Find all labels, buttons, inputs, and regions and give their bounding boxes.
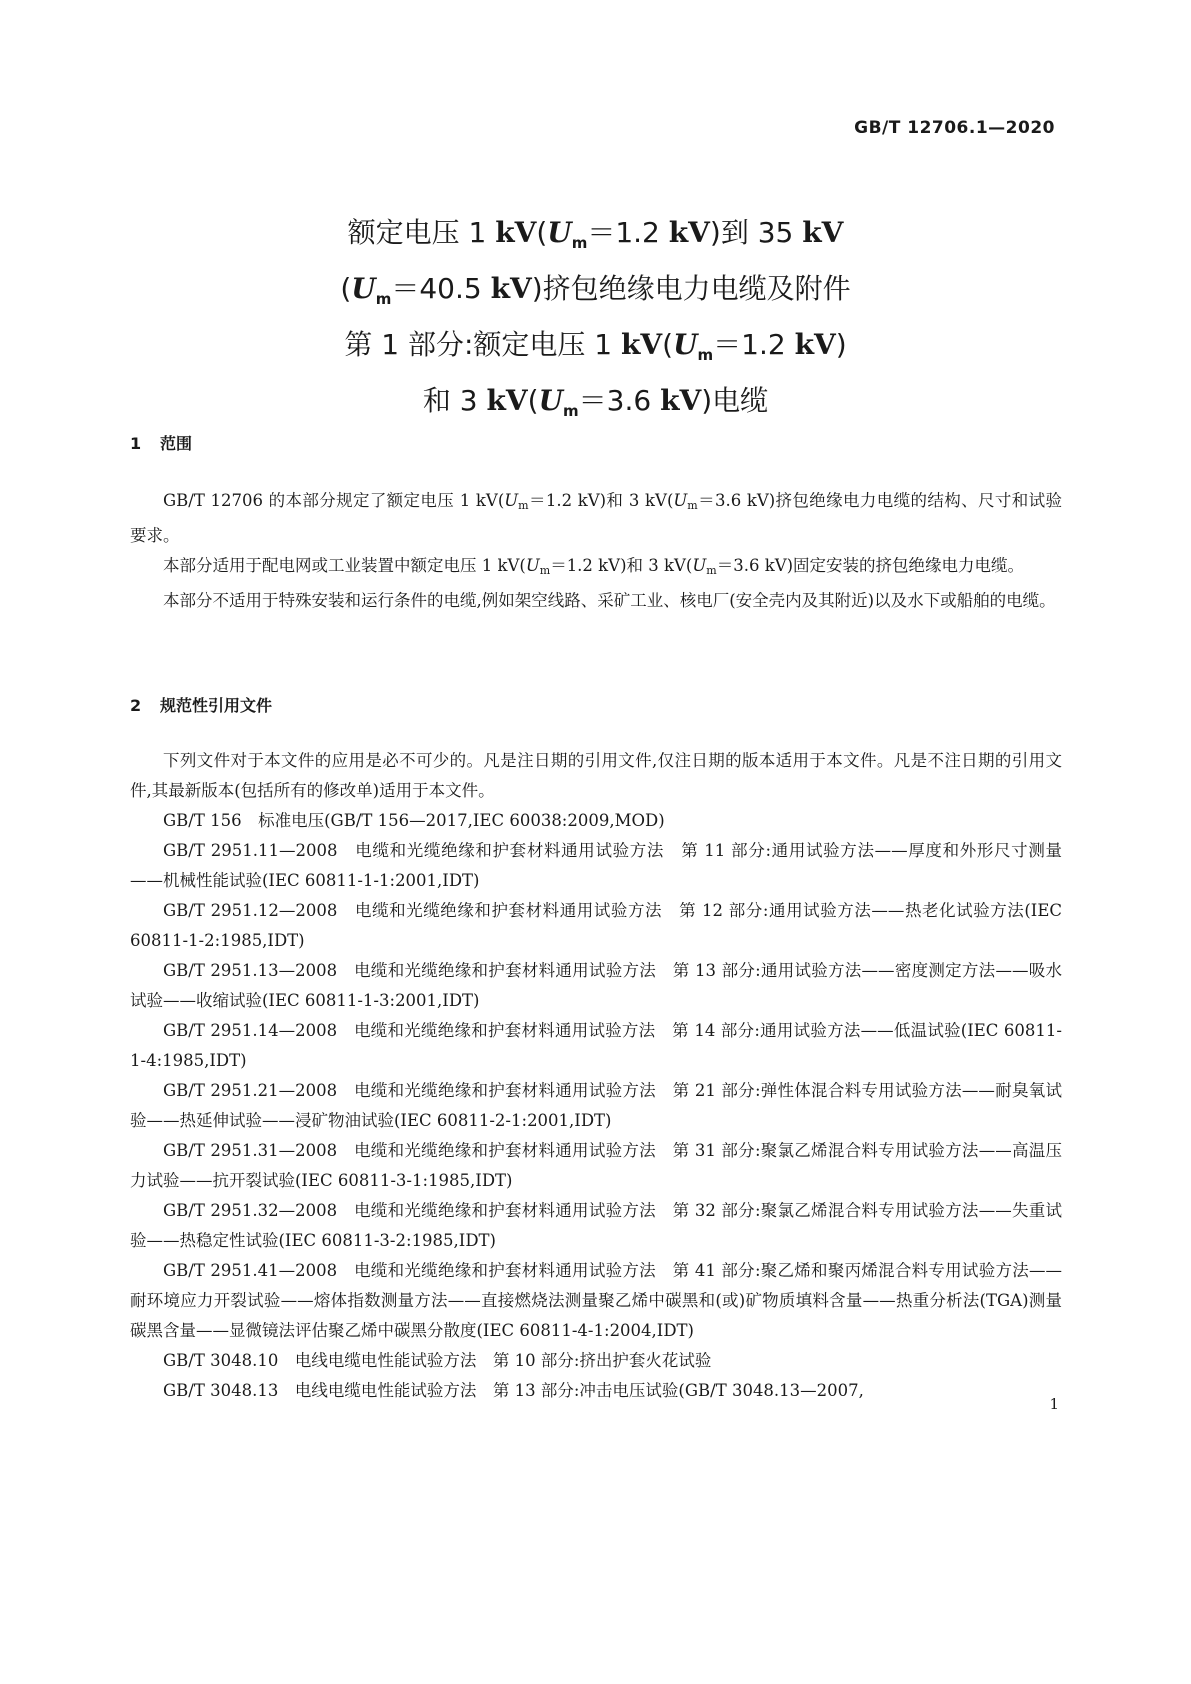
title-line-1: 额定电压 1 $kV(U_m=1.2$ kV)到 35 kV: [347, 216, 844, 252]
section-2-heading: [130, 693, 272, 716]
reference-item: GB/T 2951.13—2008 电缆和光缆绝缘和护套材料通用试验方法 第 13 部分:通用试验方法——密度测定方法——吸水试验——收缩试验(IEC 60811-1-3:2001,IDT): [130, 961, 1062, 1010]
title-line-3: 第 1 部分:额定电压 1 $kV(U_m=1.2$ kV): [344, 328, 847, 364]
scope-paragraph: 本部分不适用于特殊安装和运行条件的电缆,例如架空线路、采矿工业、核电厂(安全壳内及其附近)以及水下或船舶的电缆。: [163, 591, 1056, 610]
standard-code: GB/T 12706.1—2020: [854, 118, 1055, 138]
reference-item: GB/T 3048.13 电线电缆电性能试验方法 第 13 部分:冲击电压试验(GB/T 3048.13—2007,: [163, 1381, 864, 1400]
reference-item: GB/T 3048.10 电线电缆电性能试验方法 第 10 部分:挤出护套火花试验: [163, 1351, 712, 1370]
scope-paragraph: GB/T 12706 的本部分规定了额定电压 1 $kV(U_m=1.2$ kV)和 3 $kV(U_m=3.6$ kV)挤包绝缘电力电缆的结构、尺寸和试验要求。: [130, 491, 1062, 545]
section-1-body: [130, 486, 1062, 616]
reference-item: GB/T 2951.32—2008 电缆和光缆绝缘和护套材料通用试验方法 第 32 部分:聚氯乙烯混合料专用试验方法——失重试验——热稳定性试验(IEC 60811-3-2:1985,IDT): [130, 1201, 1062, 1250]
reference-item: GB/T 2951.11—2008 电缆和光缆绝缘和护套材料通用试验方法 第 11 部分:通用试验方法——厚度和外形尺寸测量——机械性能试验(IEC 60811-1-1:2001,IDT): [130, 841, 1062, 890]
scope-paragraph: 本部分适用于配电网或工业装置中额定电压 1 $kV(U_m=1.2$ kV)和 3 $kV(U_m=3.6$ kV)固定安装的挤包绝缘电力电缆。: [163, 556, 1025, 577]
section-title: 规范性引用文件: [160, 696, 273, 715]
title-line-2: ($U_m=40.5$ kV)挤包绝缘电力电缆及附件: [340, 272, 851, 308]
section-2-body: [130, 746, 1062, 1406]
reference-item: GB/T 2951.14—2008 电缆和光缆绝缘和护套材料通用试验方法 第 14 部分:通用试验方法——低温试验(IEC 60811-1-4:1985,IDT): [130, 1021, 1062, 1070]
page-number: 1: [1049, 1395, 1059, 1413]
section-number: 2: [130, 696, 142, 715]
reference-item: GB/T 2951.41—2008 电缆和光缆绝缘和护套材料通用试验方法 第 41 部分:聚乙烯和聚丙烯混合料专用试验方法——耐环境应力开裂试验——熔体指数测量方法——直接燃烧法测量聚乙烯中碳黑和(或)矿物质填料含量——热重分析法(TGA)测量碳黑含量——显微镜法评估聚乙烯中碳黑分散度(IEC 60811-4-1:2004,IDT): [130, 1261, 1062, 1340]
reference-item: GB/T 2951.31—2008 电缆和光缆绝缘和护套材料通用试验方法 第 31 部分:聚氯乙烯混合料专用试验方法——高温压力试验——抗开裂试验(IEC 60811-3-1:1985,IDT): [130, 1141, 1062, 1190]
title-line-4: 和 3 $kV(U_m=3.6$ kV)电缆: [422, 384, 769, 420]
section-number: 1: [130, 434, 142, 453]
references-intro: 下列文件对于本文件的应用是必不可少的。凡是注日期的引用文件,仅注日期的版本适用于本文件。凡是不注日期的引用文件,其最新版本(包括所有的修改单)适用于本文件。: [130, 751, 1062, 800]
reference-item: GB/T 156 标准电压(GB/T 156—2017,IEC 60038:2009,MOD): [163, 811, 665, 830]
document-title: [0, 210, 1191, 434]
section-1-heading: [130, 431, 192, 454]
reference-item: GB/T 2951.12—2008 电缆和光缆绝缘和护套材料通用试验方法 第 12 部分:通用试验方法——热老化试验方法(IEC 60811-1-2:1985,IDT): [130, 901, 1062, 950]
section-title: 范围: [160, 434, 193, 453]
reference-item: GB/T 2951.21—2008 电缆和光缆绝缘和护套材料通用试验方法 第 21 部分:弹性体混合料专用试验方法——耐臭氧试验——热延伸试验——浸矿物油试验(IEC 60811-2-1:2001,IDT): [130, 1081, 1062, 1130]
